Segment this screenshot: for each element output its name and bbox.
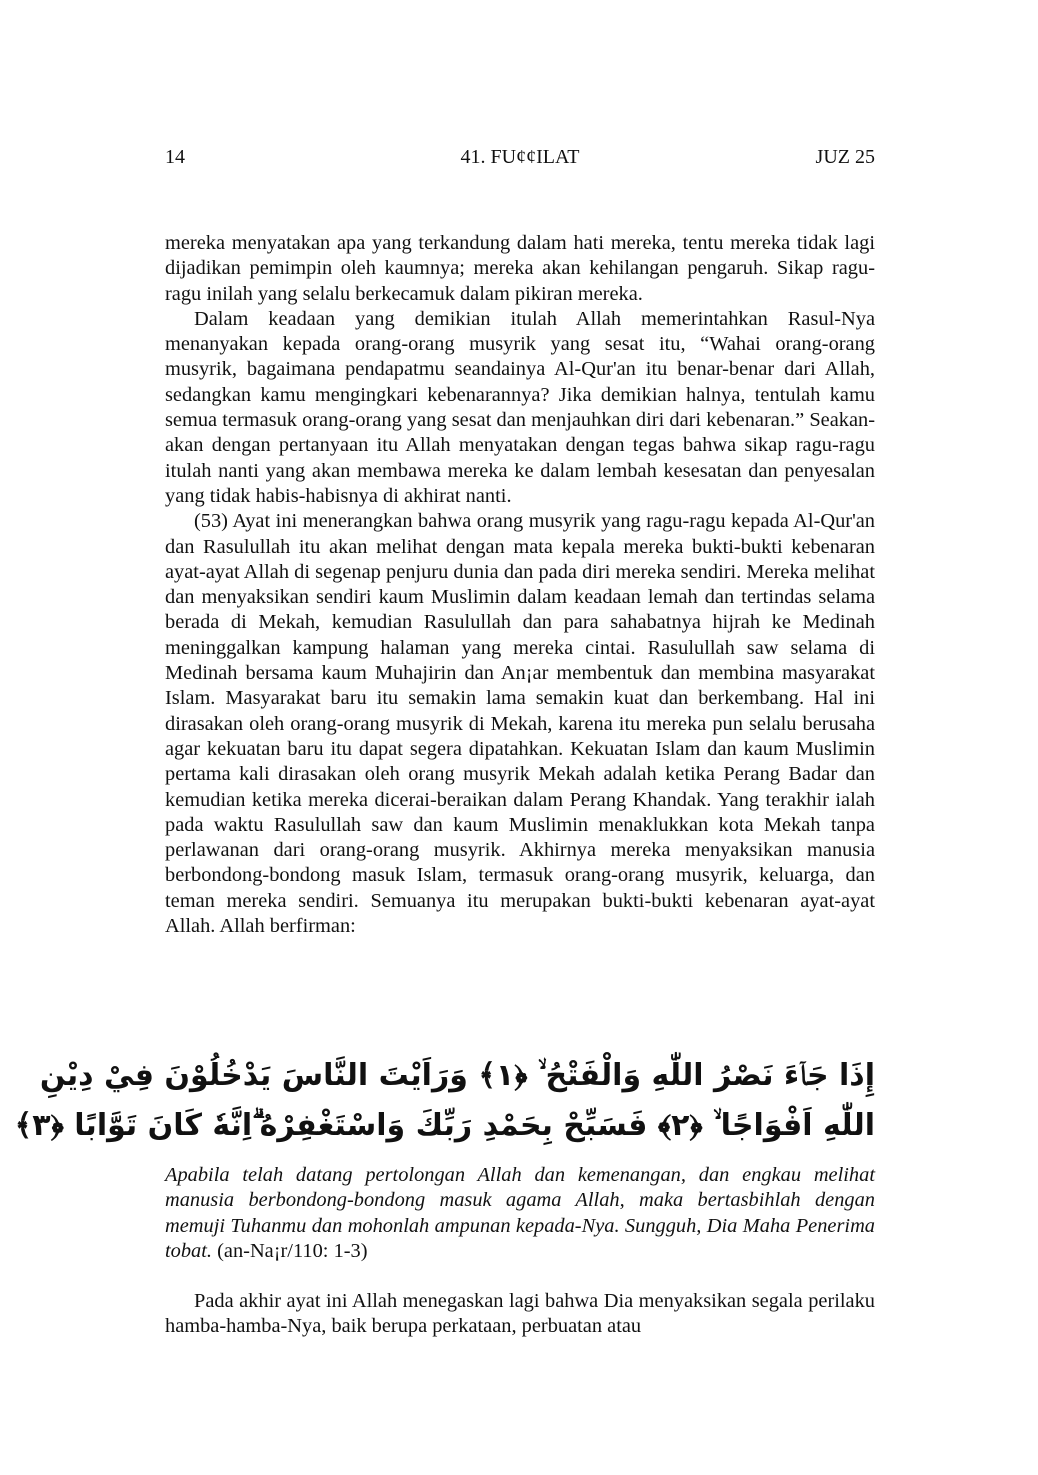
page-header xyxy=(165,146,875,176)
paragraph-continuation: mereka menyatakan apa yang terkandung dalam hati mereka, tentu mereka tidak lagi dijadikan pemimpin oleh kaumnya; mereka akan kehilangan pengaruh. Sikap ragu-ragu inilah yang selalu berkecamuk dalam pikiran mereka. xyxy=(165,232,875,305)
body-text xyxy=(165,231,875,939)
quran-verse-arabic xyxy=(14,1051,875,1155)
translation-text: Apabila telah datang pertolongan Allah dan kemenangan, dan engkau melihat manusia berbondong-bondong masuk agama Allah, maka bertasbihlah dengan memuji Tuhanmu dan mohonlah ampunan kepada-Nya. Sungguh, Dia Maha Penerima tobat. xyxy=(165,1164,875,1262)
arabic-line-1: إِذَا جَاۤءَ نَصْرُ اللّٰهِ وَالْفَتْحُ ۙ ﴿١﴾ وَرَاَيْتَ النَّاسَ يَدْخُلُوْنَ فِيْ دِيْنِ xyxy=(39,1058,875,1093)
paragraph-closing: Pada akhir ayat ini Allah menegaskan lagi bahwa Dia menyaksikan segala perilaku hamba-hamba-Nya, baik berupa perkataan, perbuatan atau xyxy=(165,1290,875,1338)
arabic-line-2: اللّٰهِ اَفْوَاجًا ۙ ﴿٢﴾ فَسَبِّحْ بِحَمْدِ رَبِّكَ وَاسْتَغْفِرْهُ ۗاِنَّهٗ كَانَ تَوَّابًا ﴿٣﴾ xyxy=(14,1108,875,1143)
paragraph-ayat-53: (53) Ayat ini menerangkan bahwa orang musyrik yang ragu-ragu kepada Al-Qur'an dan Rasulullah itu akan melihat dengan mata kepala mereka bukti-bukti kebenaran ayat-ayat Allah di segenap penjuru dunia dan pada diri mereka sendiri. Mereka melihat dan menyaksikan sendiri kaum Muslimin dalam keadaan lemah dan tertindas selama berada di Mekah, kemudian Rasulullah dan para sahabatnya hijrah ke Medinah meninggalkan kampung halaman yang mereka cintai. Rasulullah saw selama di Medinah bersama kaum Muhajirin dan An¡ar membentuk dan membina masyarakat Islam. Masyarakat baru itu semakin lama semakin kuat dan berkembang. Hal ini dirasakan oleh orang-orang musyrik di Mekah, karena itu mereka pun selalu berusaha agar kekuatan baru itu dapat segera dipatahkan. Kekuatan Islam dan kaum Muslimin pertama kali dirasakan oleh orang musyrik Mekah adalah ketika Perang Badar dan kemudian ketika mereka dicerai-beraikan dalam Perang Khandak. Yang terakhir ialah pada waktu Rasulullah saw dan kaum Muslimin menaklukkan kota Mekah tanpa perlawanan dari orang-orang musyrik. Akhirnya mereka menyaksikan manusia berbondong-bondong masuk Islam, termasuk orang-orang musyrik, keluarga, dan teman mereka sendiri. Semuanya itu merupakan bukti-bukti kebenaran ayat-ayat Allah. Allah berfirman: xyxy=(165,510,875,938)
paragraph-dalam-keadaan: Dalam keadaan yang demikian itulah Allah memerintahkan Rasul-Nya menanyakan kepada orang-orang musyrik yang sesat itu, “Wahai orang-orang musyrik, bagaimana pendapatmu seandainya Al-Qur'an itu benar-benar dari Allah, sedangkan kamu mengingkari kebenarannya? Jika demikian halnya, tentulah kamu semua termasuk orang-orang yang sesat dan menjauhkan diri dari kebenaran.” Seakan-akan dengan pertanyaan itu Allah menyatakan dengan tegas bahwa sikap ragu-ragu itulah nanti yang akan membawa mereka ke dalam lembah kesesatan dan penyesalan yang tidak habis-habisnya di akhirat nanti. xyxy=(165,307,875,507)
verse-translation xyxy=(165,1163,875,1264)
surah-title: 41. FU¢¢ILAT xyxy=(460,146,580,168)
verse-reference: (an-Na¡r/110: 1-3) xyxy=(217,1239,368,1262)
page-number: 14 xyxy=(165,146,185,168)
juz-label: JUZ 25 xyxy=(815,146,875,168)
